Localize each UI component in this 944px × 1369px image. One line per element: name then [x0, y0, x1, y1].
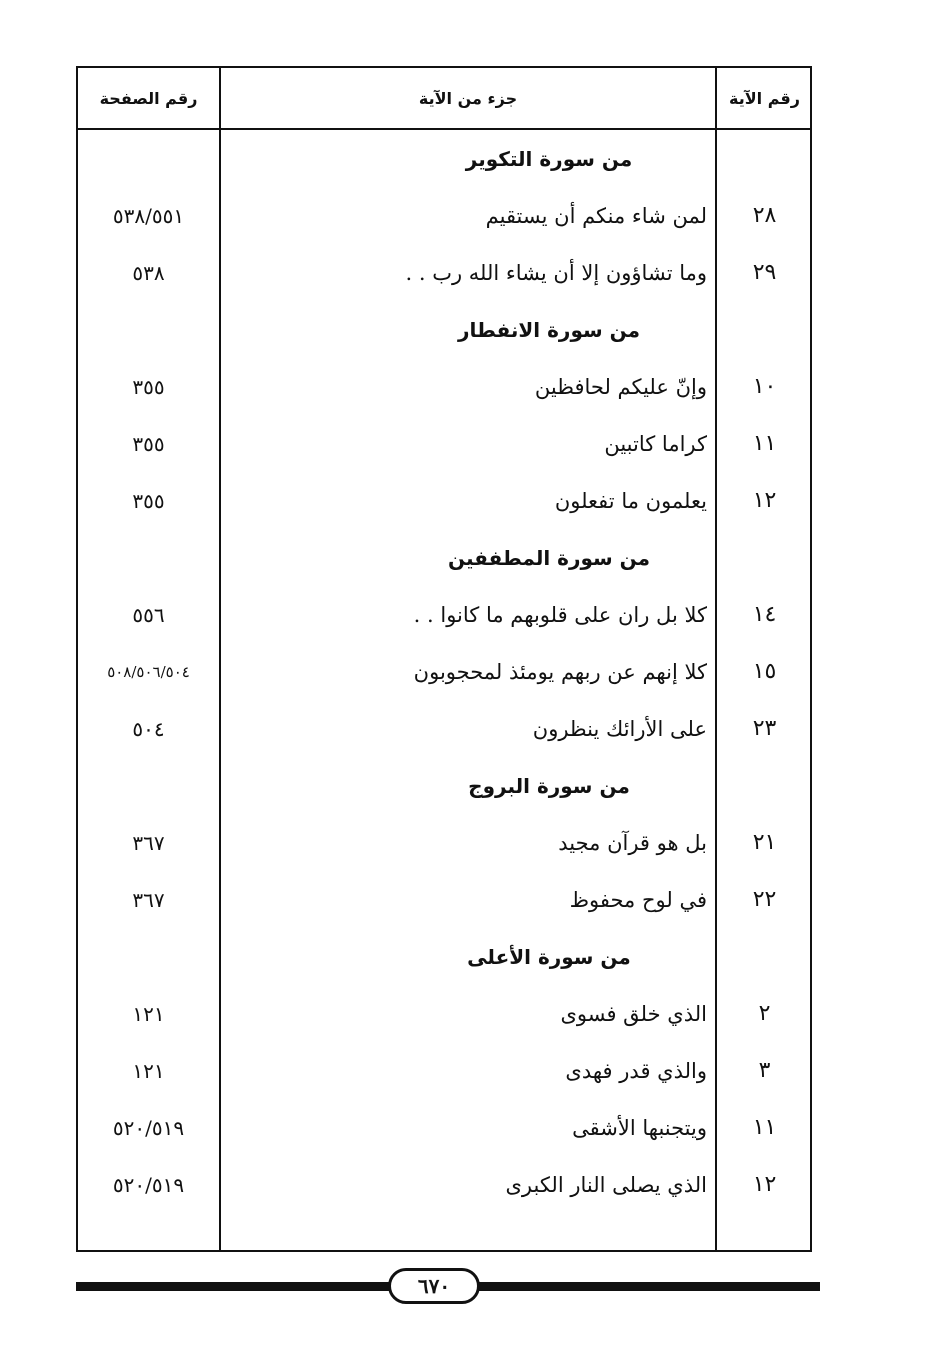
verse-number: ١١: [752, 431, 777, 456]
table-row: [78, 415, 810, 472]
table-row: [78, 586, 810, 643]
surah-heading-row: [78, 757, 810, 814]
verse-fragment: بل هو قرآن مجيد: [558, 830, 707, 855]
verse-fragment: يعلمون ما تفعلون: [554, 488, 707, 513]
surah-heading: من سورة التكوير: [465, 146, 633, 171]
table-row: [78, 244, 810, 301]
page-reference: ٥٢٠/٥١٩: [112, 1172, 185, 1197]
page-reference: ٥٠٨/٥٠٦/٥٠٤: [107, 662, 190, 681]
surah-heading: من سورة البروج: [468, 773, 630, 798]
page-reference: ٥٠٤: [132, 716, 165, 741]
verse-number: ٢٨: [752, 203, 777, 228]
verse-fragment: وإنّ عليكم لحافظين: [534, 374, 707, 399]
surah-heading-row: [78, 529, 810, 586]
verse-number: ١٠: [752, 374, 777, 399]
table-row: [78, 1099, 810, 1156]
page-number-badge: ٦٧٠: [388, 1268, 480, 1304]
page-reference: ١٢١: [132, 1001, 165, 1026]
table-row: [78, 472, 810, 529]
page-reference: ٣٥٥: [132, 488, 165, 513]
verse-number: ٢٢: [752, 887, 777, 912]
verse-number: ١٤: [752, 602, 777, 627]
verse-fragment: كراما كاتبين: [604, 431, 707, 456]
verse-fragment: والذي قدر فهدى: [565, 1058, 707, 1083]
verse-number: ١١: [752, 1115, 777, 1140]
page-reference: ٥٣٨/٥٥١: [112, 203, 185, 228]
page-reference: ١٢١: [132, 1058, 165, 1083]
verse-fragment: وما تشاؤون إلا أن يشاء الله رب . .: [405, 260, 707, 285]
verse-number: ١٢: [752, 1172, 777, 1197]
verse-fragment: الذي خلق فسوى: [560, 1001, 707, 1026]
surah-heading: من سورة الأعلى: [467, 944, 631, 969]
verse-number: ١٥: [752, 659, 777, 684]
surah-heading: من سورة الانفطار: [458, 317, 640, 342]
surah-heading-row: [78, 928, 810, 985]
table-row: [78, 985, 810, 1042]
page-reference: ٣٦٧: [132, 830, 165, 855]
page-reference: ٣٥٥: [132, 431, 165, 456]
page-reference: ٣٦٧: [132, 887, 165, 912]
table-row: [78, 1156, 810, 1213]
table-row: [78, 187, 810, 244]
surah-heading-row: [78, 301, 810, 358]
verse-fragment: ويتجنبها الأشقى: [572, 1115, 707, 1140]
page-reference: ٥٣٨: [132, 260, 165, 285]
header-page-number: رقم الصفحة: [99, 88, 198, 108]
table-row: [78, 700, 810, 757]
verse-number: ٣: [758, 1058, 771, 1083]
surah-heading: من سورة المطففين: [447, 545, 651, 570]
page-reference: ٥٥٦: [132, 602, 165, 627]
verse-fragment: الذي يصلى النار الكبرى: [505, 1172, 707, 1197]
verse-fragment: في لوح محفوظ: [569, 887, 707, 912]
table-row: [78, 643, 810, 700]
verse-number: ٢١: [752, 830, 777, 855]
page-reference: ٥٢٠/٥١٩: [112, 1115, 185, 1140]
page-reference: ٣٥٥: [132, 374, 165, 399]
verse-number: ٢٣: [752, 716, 777, 741]
index-table: [76, 66, 812, 1252]
verse-fragment: كلا إنهم عن ربهم يومئذ لمحجوبون: [413, 659, 707, 684]
table-body: [78, 130, 810, 1213]
table-header: [78, 68, 810, 130]
table-row: [78, 358, 810, 415]
table-row: [78, 814, 810, 871]
surah-heading-row: [78, 130, 810, 187]
verse-number: ٢: [758, 1001, 771, 1026]
verse-fragment: كلا بل ران على قلوبهم ما كانوا . .: [413, 602, 707, 627]
verse-number: ١٢: [752, 488, 777, 513]
table-row: [78, 1042, 810, 1099]
table-row: [78, 871, 810, 928]
verse-number: ٢٩: [752, 260, 777, 285]
verse-fragment: لمن شاء منكم أن يستقيم: [485, 203, 707, 228]
header-verse-number: رقم الآية: [729, 88, 800, 108]
header-fragment: جزء من الآية: [418, 88, 518, 108]
verse-fragment: على الأرائك ينظرون: [532, 716, 707, 741]
